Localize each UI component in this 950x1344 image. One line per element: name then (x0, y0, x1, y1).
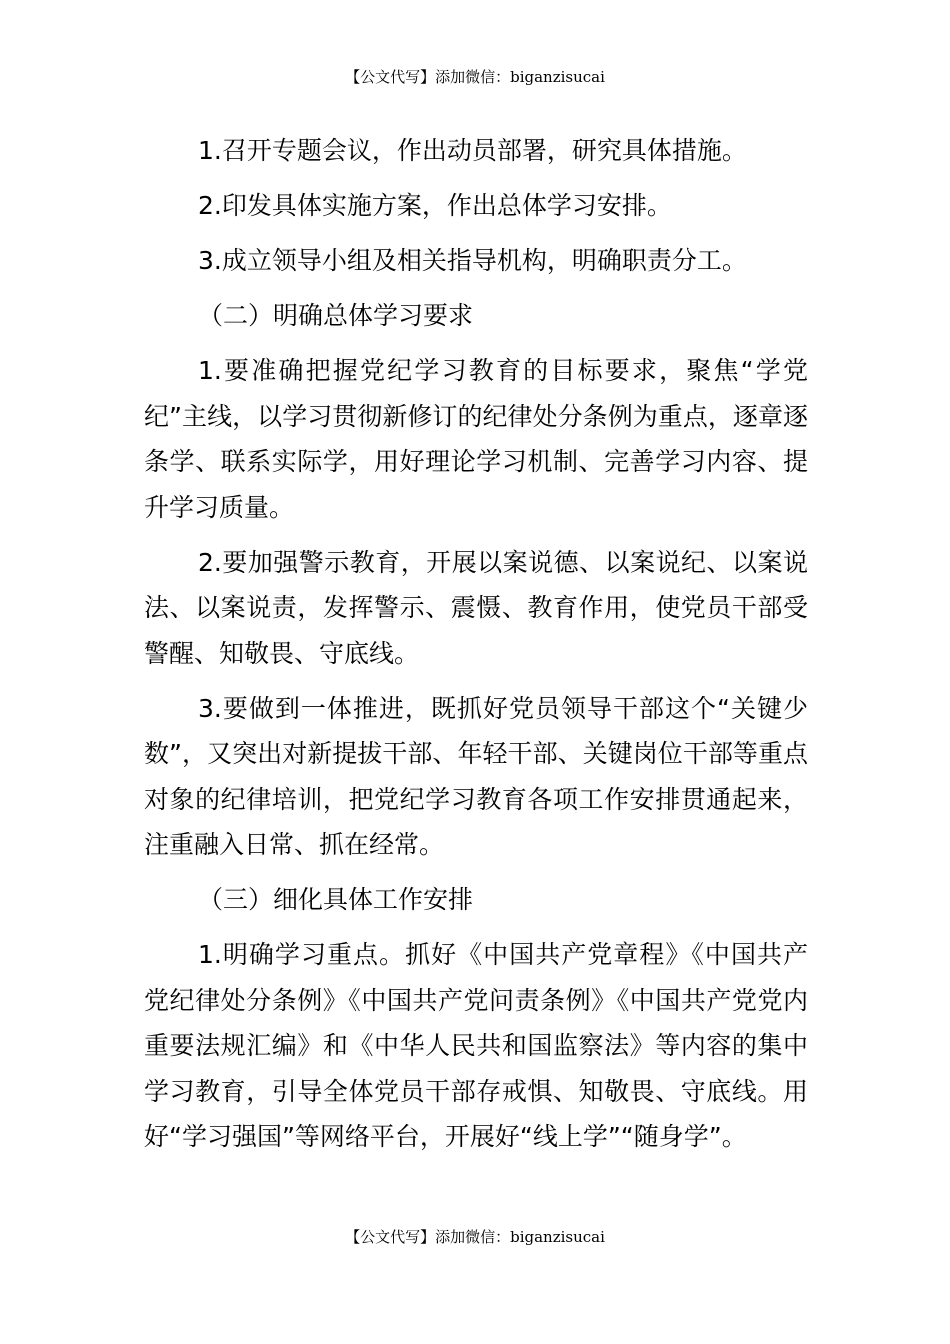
paragraph-2: 2.印发具体实施方案，作出总体学习安排。 (198, 191, 672, 220)
paragraph-1: 1.召开专题会议，作出动员部署，研究具体措施。 (198, 136, 747, 165)
section-heading-2: （二）明确总体学习要求 (198, 301, 474, 330)
page-header: 【公文代写】添加微信：biganzisucai (345, 68, 605, 86)
paragraph-7: 1.明确学习重点。抓好《中国共产党章程》《中国共产党纪律处分条例》《中国共产党问责条例》《中国共产党党内重要法规汇编》和《中华人民共和国监察法》等内容的集中学习教育，引导全体党员干部存戒惧、知敬畏、守底线。用好“学习强国”等网络平台，开展好“线上学”“随身学”。 (144, 940, 808, 1151)
paragraph-5: 2.要加强警示教育，开展以案说德、以案说纪、以案说法、以案说责，发挥警示、震慑、教育作用，使党员干部受警醒、知敬畏、守底线。 (144, 547, 808, 668)
paragraph-6: 3.要做到一体推进，既抓好党员领导干部这个“关键少数”，又突出对新提拔干部、年轻干部、关键岗位干部等重点对象的纪律培训，把党纪学习教育各项工作安排贯通起来，注重融入日常、抓在经常。 (144, 693, 808, 859)
section-heading-3: （三）细化具体工作安排 (198, 885, 474, 914)
paragraph-3: 3.成立领导小组及相关指导机构，明确职责分工。 (198, 246, 747, 275)
document-body (144, 128, 808, 1169)
paragraph-4: 1.要准确把握党纪学习教育的目标要求，聚焦“学党纪”主线，以学习贯彻新修订的纪律处分条例为重点，逐章逐条学、联系实际学，用好理论学习机制、完善学习内容、提升学习质量。 (144, 356, 808, 522)
page-footer: 【公文代写】添加微信：biganzisucai (345, 1228, 605, 1246)
